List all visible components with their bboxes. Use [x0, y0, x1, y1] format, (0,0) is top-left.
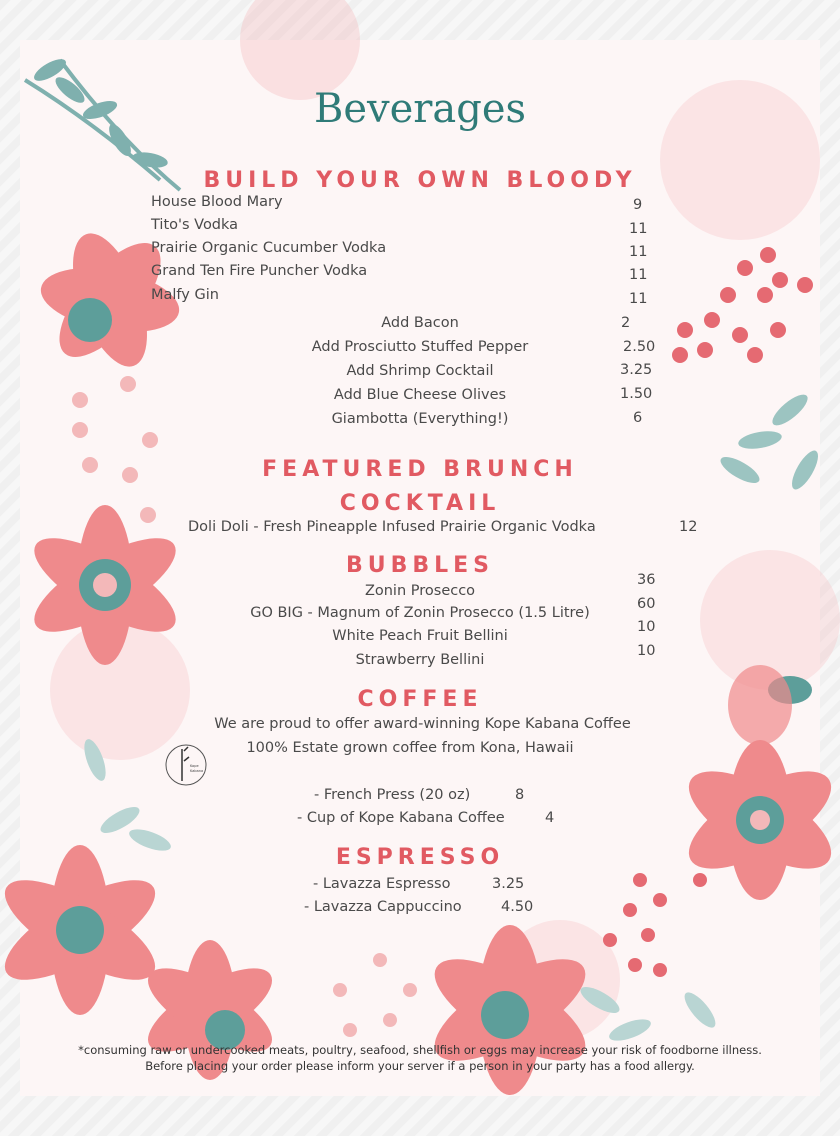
page-title: Beverages [313, 86, 527, 132]
menu-item-name: Prairie Organic Cucumber Vodka [151, 240, 387, 256]
espresso-item-name: - Lavazza Cappuccino [304, 899, 462, 915]
berries-icon [333, 953, 417, 1037]
menu-item-price: 11 [629, 267, 648, 283]
bubbles-item-price: 36 [637, 572, 656, 588]
menu-item-price: 9 [633, 197, 643, 213]
footer-disclaimer: *consuming raw or undercooked meats, poultry, seafood, shellfish or eggs may increase your risk of foodborne illness. [78, 1043, 762, 1057]
coffee-item-name: - French Press (20 oz) [314, 787, 471, 803]
section-heading-coffee: COFFEE [357, 687, 483, 712]
menu-item-price: 11 [629, 291, 648, 307]
espresso-item-price: 3.25 [492, 876, 525, 892]
addon-name: Giambotta (Everything!) [331, 411, 509, 427]
coffee-item-name: - Cup of Kope Kabana Coffee [297, 810, 505, 826]
espresso-item-price: 4.50 [501, 899, 534, 915]
coffee-item-price: 8 [515, 787, 525, 803]
addon-name: Add Bacon [381, 315, 459, 331]
section-heading-bloody: BUILD YOUR OWN BLOODY [203, 168, 637, 193]
addon-price: 6 [633, 410, 643, 426]
coffee-item-price: 4 [545, 810, 555, 826]
addon-name: Add Prosciutto Stuffed Pepper [311, 339, 529, 355]
menu-item-price: 11 [629, 221, 648, 237]
svg-text:Kabana: Kabana [190, 769, 204, 773]
bubbles-item-price: 10 [637, 619, 656, 635]
featured-item-name: Doli Doli - Fresh Pineapple Infused Prairie Organic Vodka [188, 519, 596, 535]
bubbles-item-name: Strawberry Bellini [355, 652, 485, 668]
section-heading-bubbles: BUBBLES [345, 553, 495, 578]
featured-item-price: 12 [679, 519, 698, 535]
bubbles-item-name: Zonin Prosecco [364, 583, 476, 599]
addon-price: 2.50 [623, 339, 656, 355]
section-heading-espresso: ESPRESSO [335, 845, 505, 870]
addon-price: 1.50 [620, 386, 653, 402]
bubbles-item-name: GO BIG - Magnum of Zonin Prosecco (1.5 Litre) [250, 605, 590, 621]
bubbles-item-name: White Peach Fruit Bellini [332, 628, 508, 644]
addon-price: 3.25 [620, 362, 653, 378]
coffee-intro: 100% Estate grown coffee from Kona, Hawaii [246, 740, 574, 756]
section-heading-featured-2: COCKTAIL [339, 491, 501, 516]
menu-item-name: Grand Ten Fire Puncher Vodka [151, 263, 368, 279]
coffee-intro: We are proud to offer award-winning Kope Kabana Coffee [214, 716, 631, 732]
footer-allergy-note: Before placing your order please inform your server if a person in your party has a food allergy. [145, 1059, 695, 1073]
menu-item-price: 11 [629, 244, 648, 260]
menu-item-name: Malfy Gin [151, 287, 219, 303]
bubbles-item-price: 60 [637, 596, 656, 612]
bubbles-item-price: 10 [637, 643, 656, 659]
berries-icon [603, 873, 707, 977]
addon-price: 2 [621, 315, 631, 331]
faint-flower-icon [240, 0, 360, 100]
espresso-item-name: - Lavazza Espresso [313, 876, 451, 892]
addon-name: Add Shrimp Cocktail [346, 363, 494, 379]
menu-item-name: Tito's Vodka [151, 217, 239, 233]
menu-item-name: House Blood Mary [151, 194, 283, 210]
addon-name: Add Blue Cheese Olives [333, 387, 507, 403]
section-heading-featured: FEATURED BRUNCH [262, 457, 578, 482]
berries-icon [672, 247, 813, 363]
flower-icon [0, 845, 169, 1015]
logo-text-icon: Kope [190, 764, 199, 768]
